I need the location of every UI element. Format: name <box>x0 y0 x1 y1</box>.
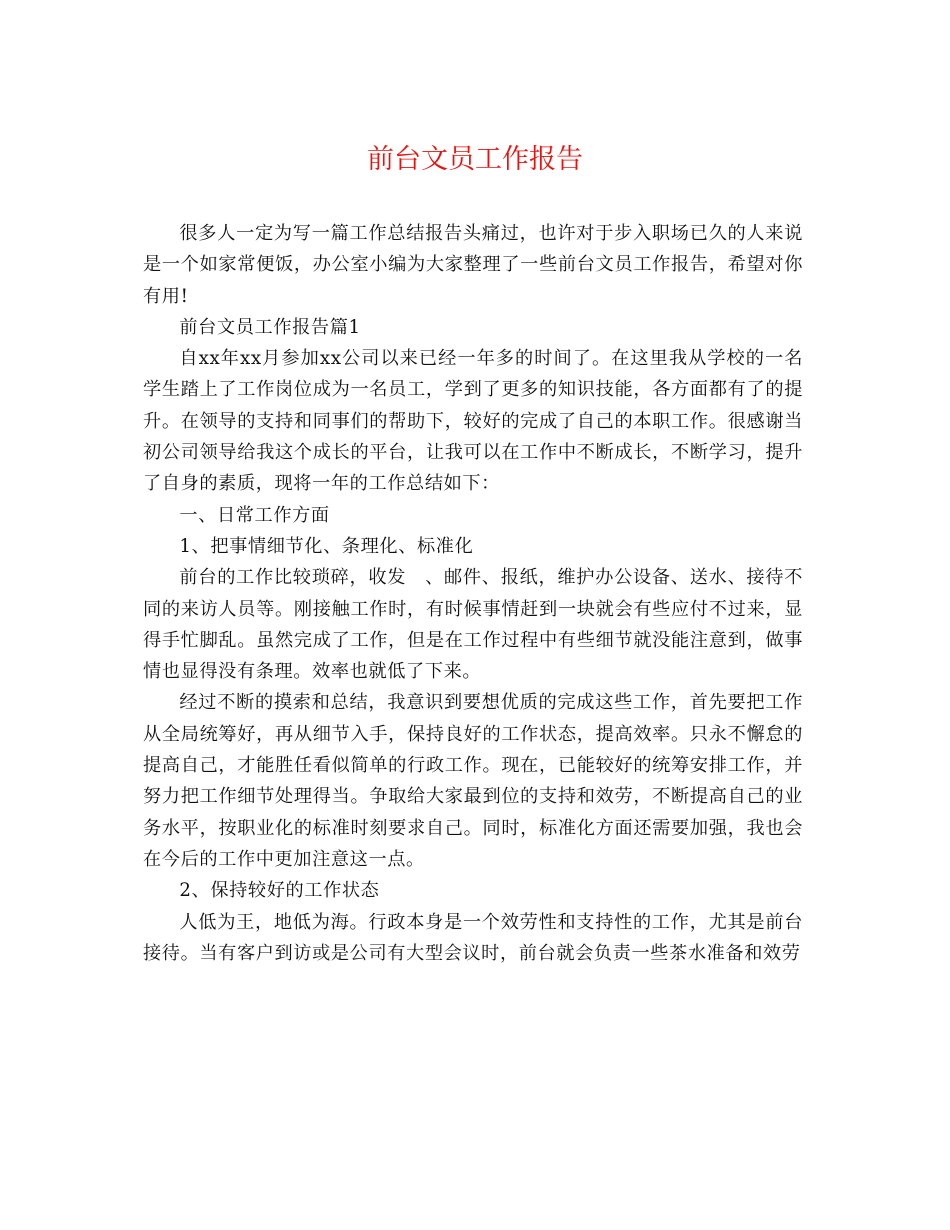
document-body <box>143 218 803 969</box>
body-paragraph: 自xx年xx月参加xx公司以来已经一年多的时间了。在这里我从学校的一名学生踏上了工作岗位成为一名员工，学到了更多的知识技能，各方面都有了的提升。在领导的支持和同事们的帮助下，较好的完成了自己的本职工作。很感谢当初公司领导给我这个成长的平台，让我可以在工作中不断成长，不断学习，提升了自身的素质，现将一年的工作总结如下： <box>143 348 803 495</box>
body-paragraph: 经过不断的摸索和总结，我意识到要想优质的完成这些工作，首先要把工作从全局统筹好，再从细节入手，保持良好的工作状态，提高效率。只永不懈怠的提高自己，才能胜任看似简单的行政工作。现在，已能较好的统筹安排工作，并努力把工作细节处理得当。争取给大家最到位的支持和效劳，不断提高自己的业务水平，按职业化的标准时刻要求自己。同时，标准化方面还需要加强，我也会在今后的工作中更加注意这一点。 <box>143 692 803 870</box>
body-paragraph: 前台的工作比较琐碎，收发 、邮件、报纸，维护办公设备、送水、接待不同的来访人员等。刚接触工作时，有时候事情赶到一块就会有些应付不过来，显得手忙脚乱。虽然完成了工作，但是在工作过程中有些细节就没能注意到，做事情也显得没有条理。效率也就低了下来。 <box>143 567 803 683</box>
body-paragraph: 人低为王，地低为海。行政本身是一个效劳性和支持性的工作，尤其是前台接待。当有客户到访或是公司有大型会议时，前台就会负责一些茶水准备和效劳 <box>143 911 803 964</box>
intro-paragraph: 很多人一定为写一篇工作总结报告头痛过，也许对于步入职场已久的人来说是一个如家常便饭，办公室小编为大家整理了一些前台文员工作报告，希望对你有用! <box>143 223 803 307</box>
subheading-detail-standardization: 1、把事情细节化、条理化、标准化 <box>179 535 474 557</box>
subheading-work-state: 2、保持较好的工作状态 <box>179 880 380 902</box>
document-title: 前台文员工作报告 <box>367 144 583 175</box>
section-heading-part1: 前台文员工作报告篇1 <box>179 316 361 338</box>
section-heading-daily-work: 一、日常工作方面 <box>179 504 330 526</box>
